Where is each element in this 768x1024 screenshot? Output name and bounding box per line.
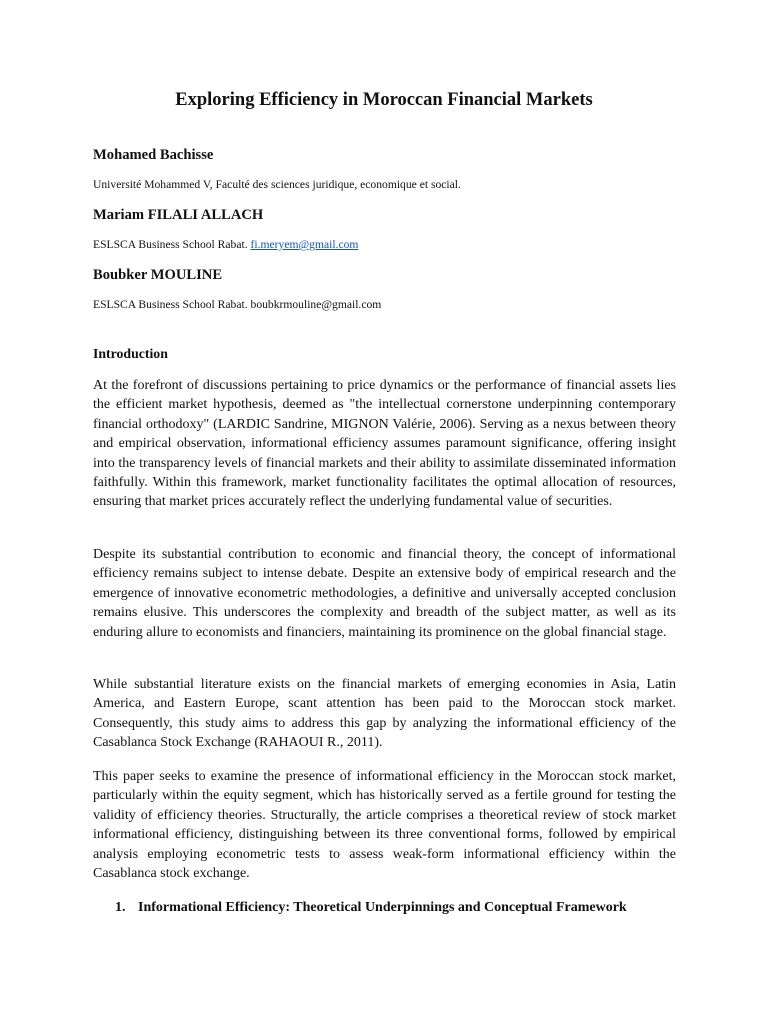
author-name-3: Boubker MOULINE (93, 267, 223, 283)
intro-paragraph-4: This paper seeks to examine the presence of informational efficiency in the Moroccan stock market, particularly within the equity segment, which has historically served as a fertile ground for testing the validity of efficiency theories. Structurally, the article comprises a theoretical review of stock market informational efficiency, distinguishing between its three conventional forms, followed by empirical analysis employing econometric tests to assess weak-form informational efficiency within the Casablanca stock exchange. (93, 769, 676, 882)
affiliation-text-1: Université Mohammed V, Faculté des sciences juridique, economique et social. (93, 178, 461, 191)
author-affiliation-1 (93, 177, 461, 193)
author-affiliation-3 (93, 297, 381, 313)
author-email-link-2[interactable]: fi.meryem@gmail.com (250, 238, 359, 251)
paper-title: Exploring Efficiency in Moroccan Financial Markets (175, 90, 593, 110)
section-1-title: Informational Efficiency: Theoretical Underpinnings and Conceptual Framework (138, 900, 627, 915)
introduction-heading: Introduction (93, 346, 168, 361)
section-1-number: 1. (115, 900, 126, 915)
author-name-2: Mariam FILALI ALLACH (93, 207, 264, 223)
author-email-3: boubkrmouline@gmail.com (250, 298, 382, 311)
intro-paragraph-1: At the forefront of discussions pertaining to price dynamics or the performance of financial assets lies the efficient market hypothesis, deemed as "the intellectual cornerstone underpinning contemporary financial orthodoxy" (LARDIC Sandrine, MIGNON Valérie, 2006). Serving as a nexus between theory and empirical observation, informational efficiency assumes paramount significance, offering insight into the transparency levels of financial markets and their ability to assimilate disseminated information faithfully. Within this framework, market functionality facilitates the optimal allocation of resources, ensuring that market prices accurately reflect the underlying fundamental value of securities. (93, 378, 676, 510)
affiliation-text-3: ESLSCA Business School Rabat. (93, 298, 248, 311)
section-1-heading (115, 898, 676, 917)
intro-paragraph-3: While substantial literature exists on the financial markets of emerging economies in Asia, Latin America, and Eastern Europe, scant attention has been paid to the Moroccan stock market. Consequently, this study aims to address this gap by analyzing the informational efficiency of the Casablanca Stock Exchange (RAHAOUI R., 2011). (93, 677, 676, 751)
affiliation-text-2: ESLSCA Business School Rabat. (93, 238, 248, 251)
author-name-1: Mohamed Bachisse (93, 147, 214, 163)
author-affiliation-2 (93, 237, 358, 253)
intro-paragraph-2: Despite its substantial contribution to economic and financial theory, the concept of informational efficiency remains subject to intense debate. Despite an extensive body of empirical research and the emergence of innovative econometric methodologies, a definitive and universally accepted conclusion remains elusive. This underscores the complexity and breadth of the subject matter, as well as its enduring allure to economists and financiers, maintaining its prominence on the global financial stage. (93, 547, 676, 640)
